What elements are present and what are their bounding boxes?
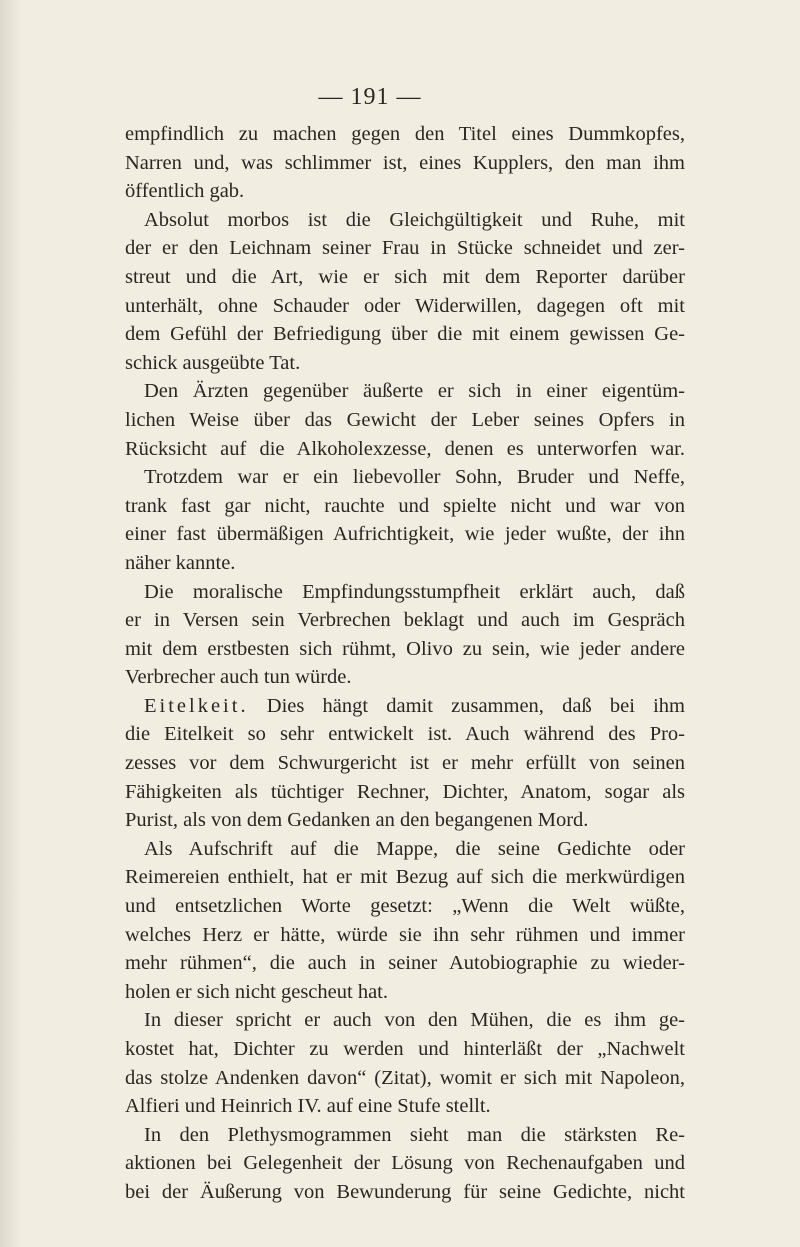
text-line: bei der Äußerung von Bewunderung für seine Gedichte, nicht bbox=[125, 1180, 685, 1203]
text-line: er in Versen sein Verbrechen beklagt und auch im Gespräch bbox=[125, 609, 685, 632]
text-line: näher kannte. bbox=[125, 551, 236, 574]
text-line: holen er sich nicht gescheut hat. bbox=[125, 980, 388, 1003]
text-line: Fähigkeiten als tüchtiger Rechner, Dichter, Anatom, sogar als bbox=[125, 780, 685, 803]
text-line: Purist, als von dem Gedanken an den begangenen Mord. bbox=[125, 809, 589, 832]
text-line: trank fast gar nicht, rauchte und spielte nicht und war von bbox=[125, 494, 685, 517]
text-line: In dieser spricht er auch von den Mühen, die es ihm ge- bbox=[144, 1009, 685, 1032]
text-line: einer fast übermäßigen Aufrichtigkeit, wie jeder wußte, der ihn bbox=[125, 523, 685, 546]
text-line: kostet hat, Dichter zu werden und hinterläßt der „Nachwelt bbox=[125, 1038, 685, 1060]
text-line: Trotzdem war er ein liebevoller Sohn, Bruder und Neffe, bbox=[144, 466, 685, 489]
text-line: Narren und, was schlimmer ist, eines Kupplers, den man ihm bbox=[125, 151, 685, 174]
text-line: Den Ärzten gegenüber äußerte er sich in einer eigentüm- bbox=[144, 380, 685, 403]
text-line: die Eitelkeit so sehr entwickelt ist. Auch während des Pro- bbox=[125, 723, 685, 746]
text-line: empfindlich zu machen gegen den Titel eines Dummkopfes, bbox=[125, 123, 685, 145]
text-line: In den Plethysmogrammen sieht man die stärksten Re- bbox=[144, 1123, 685, 1146]
page-edge-shadow bbox=[0, 0, 22, 1247]
text-line: öffentlich gab. bbox=[125, 180, 245, 203]
page-number: — 191 — bbox=[318, 84, 422, 110]
text-line: lichen Weise über das Gewicht der Leber seines Opfers in bbox=[125, 408, 685, 431]
text-line: der er den Leichnam seiner Frau in Stücke schneidet und zer- bbox=[125, 237, 685, 260]
text-line: mehr rühmen“, die auch in seiner Autobiographie zu wieder- bbox=[125, 952, 685, 975]
text-line: schick ausgeübte Tat. bbox=[125, 351, 301, 374]
text-line: Die moralische Empfindungsstumpfheit erklärt auch, daß bbox=[144, 580, 685, 603]
text-line: streut und die Art, wie er sich mit dem Reporter darüber bbox=[125, 265, 685, 288]
body-text bbox=[125, 120, 685, 1207]
text-line: Absolut morbos ist die Gleichgültigkeit und Ruhe, mit bbox=[144, 208, 685, 231]
text-line: zesses vor dem Schwurgericht ist er mehr erfüllt von seinen bbox=[125, 752, 685, 775]
text-line: Rücksicht auf die Alkoholexzesse, denen es unterworfen war. bbox=[125, 437, 685, 460]
text-line: mit dem erstbesten sich rühmt, Olivo zu sein, wie jeder andere bbox=[125, 637, 685, 660]
text-line: Als Aufschrift auf die Mappe, die seine Gedichte oder bbox=[144, 837, 685, 860]
text-line: dem Gefühl der Befriedigung über die mit einem gewissen Ge- bbox=[125, 323, 685, 346]
text-line-rest: Dies hängt damit zusammen, daß bei ihm bbox=[266, 694, 685, 717]
text-line: Verbrecher auch tun würde. bbox=[125, 666, 352, 689]
text-line: und entsetzlichen Worte gesetzt: „Wenn die Welt wüßte, bbox=[125, 895, 685, 918]
text-line: aktionen bei Gelegenheit der Lösung von Rechenaufgaben und bbox=[125, 1152, 685, 1175]
text-line: das stolze Andenken davon“ (Zitat), womit er sich mit Napoleon, bbox=[125, 1066, 685, 1089]
text-line: Reimereien enthielt, hat er mit Bezug auf sich die merkwürdigen bbox=[125, 866, 685, 889]
text-line: Alfieri und Heinrich IV. auf eine Stufe stellt. bbox=[125, 1095, 491, 1118]
text-line: unterhält, ohne Schauder oder Widerwillen, dagegen oft mit bbox=[125, 294, 685, 317]
text-line: welches Herz er hätte, würde sie ihn sehr rühmen und immer bbox=[125, 923, 685, 946]
spaced-word: Eitelkeit. bbox=[144, 694, 249, 717]
text-line-with-spaced-word bbox=[125, 692, 685, 721]
